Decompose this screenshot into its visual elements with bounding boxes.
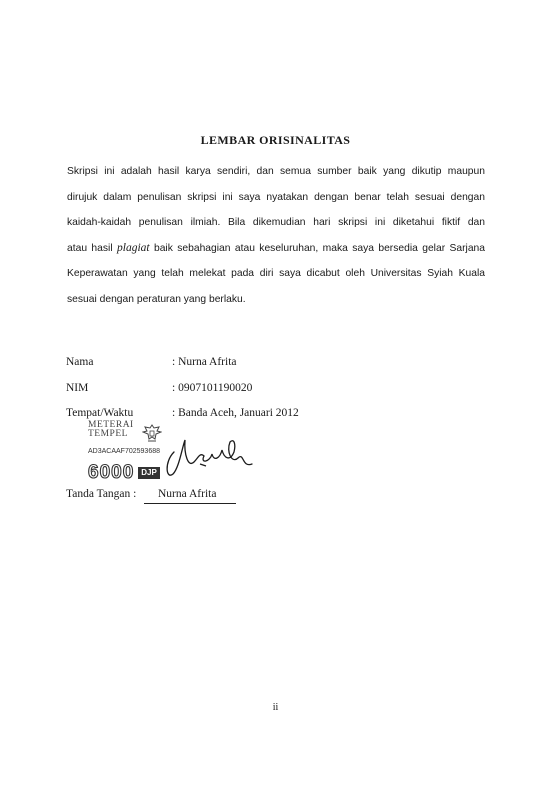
nim-value: : 0907101190020: [172, 382, 253, 394]
plagiat-term: plagiat: [117, 241, 150, 254]
place-date-label: Tempat/Waktu: [66, 407, 134, 419]
paragraph-text: baik sebahagian atau keseluruhan, maka saya bersedia gelar Sarjana: [149, 242, 486, 254]
stamp-word: TEMPEL: [88, 429, 128, 439]
place-date-value: : Banda Aceh, Januari 2012: [172, 407, 299, 419]
stamp-word: METERAI: [88, 420, 134, 430]
name-label: Nama: [66, 356, 94, 368]
nim-label: NIM: [66, 382, 89, 394]
paragraph-line: Keperawatan yang telah melekat pada diri saya dicabut oleh Universitas Syiah Kuala: [67, 268, 485, 279]
name-value: : Nurna Afrita: [172, 356, 237, 368]
paragraph-line: Skripsi ini adalah hasil karya sendiri, dan semua sumber baik yang dikutip maupun: [67, 166, 485, 177]
handwritten-signature: [160, 428, 260, 486]
stamp-value: 6000: [88, 462, 135, 483]
page-number: ii: [272, 702, 279, 713]
signature-name: Nurna Afrita: [158, 488, 217, 500]
paragraph-line: sesuai dengan peraturan yang berlaku.: [67, 293, 246, 305]
stamp-serial: AD3ACAAF702593688: [88, 448, 160, 455]
paragraph-line: dirujuk dalam penulisan skripsi ini saya nyatakan dengan benar telah sesuai dengan: [67, 191, 485, 203]
signature-label: Tanda Tangan :: [66, 488, 137, 500]
stamp-djp-mark: DJP: [138, 467, 160, 479]
paragraph-text: atau hasil: [67, 242, 117, 254]
statement-paragraph: [67, 159, 485, 312]
stamp-label: [88, 421, 134, 439]
garuda-emblem-icon: [142, 423, 162, 445]
paragraph-line: kaidah-kaidah penulisan ilmiah. Bila dikemudian hari skripsi ini diketahui fiktif dan: [67, 217, 485, 228]
page-title: LEMBAR ORISINALITAS: [200, 133, 351, 147]
signature-underline: [144, 503, 236, 504]
paragraph-line: [67, 236, 485, 262]
